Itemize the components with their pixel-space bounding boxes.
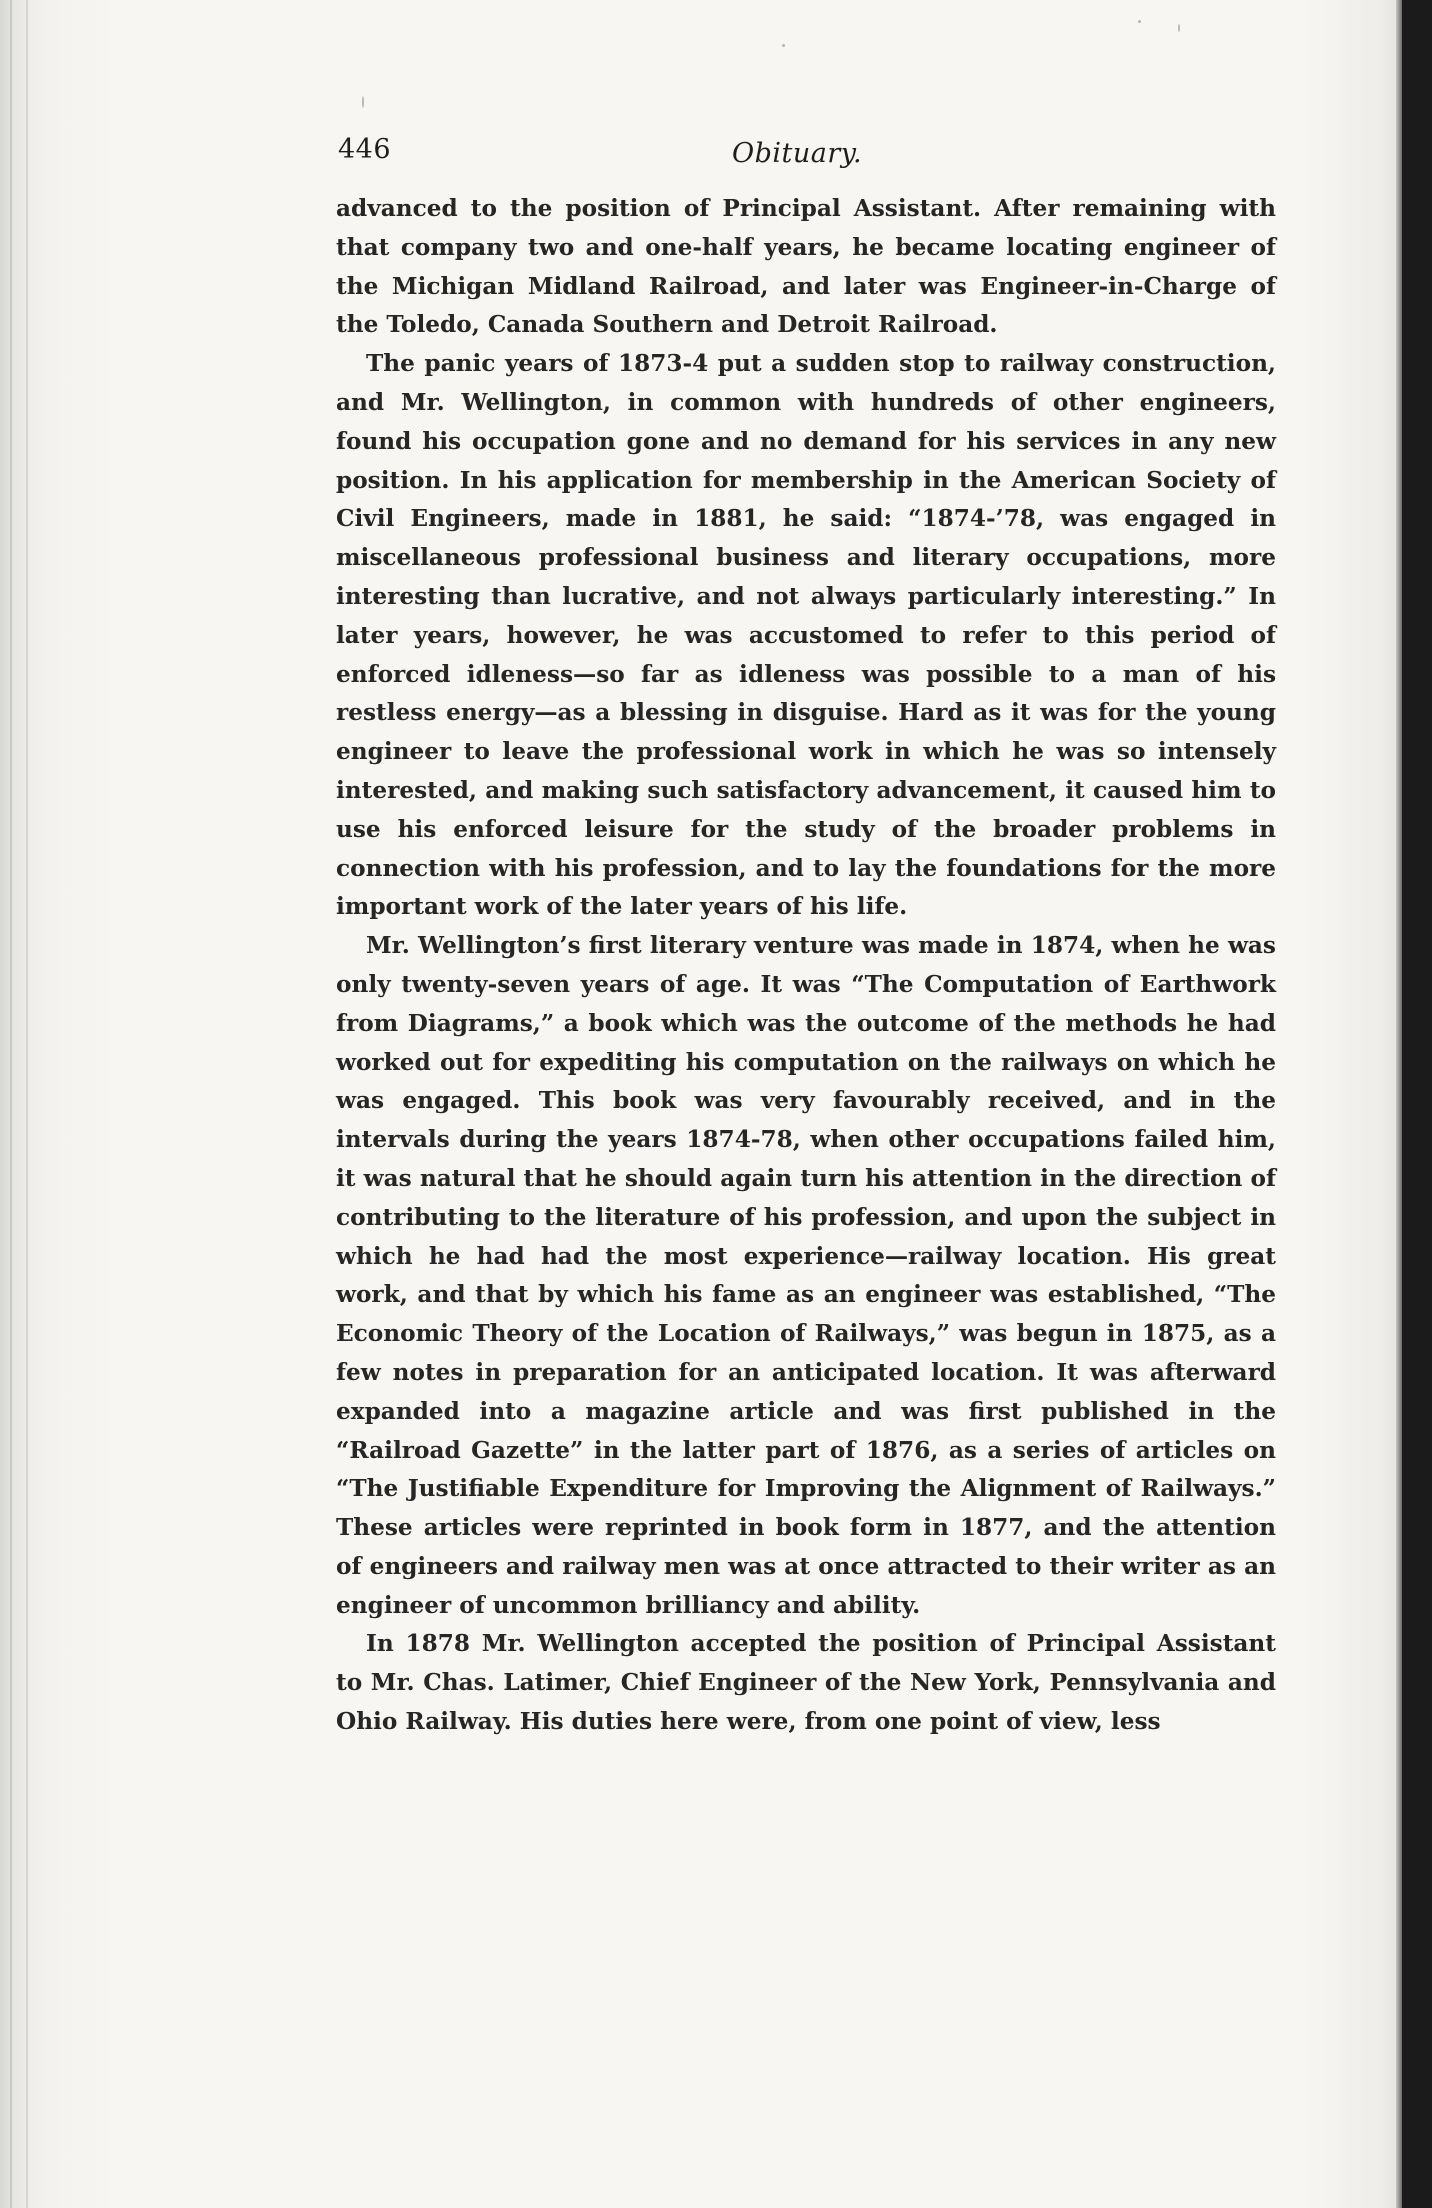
page-number: 446 [338, 134, 392, 165]
paragraph: advanced to the position of Principal Assistant. After remaining with that company two and one-half years, he became locating engineer of the Michigan Midland Railroad, and later was Engineer-in-Charge of the Toledo, Canada Southern and Detroit Railroad. [336, 195, 1276, 339]
scan-speck [1138, 20, 1141, 23]
document-page [336, 130, 1276, 1742]
page-edge-line [26, 0, 28, 2208]
running-title: Obituary. [732, 138, 863, 169]
scan-right-border [1402, 0, 1432, 2208]
page-header [336, 130, 1276, 190]
paragraph: In 1878 Mr. Wellington accepted the position of Principal Assistant to Mr. Chas. Latimer, Chief Engineer of the New York, Pennsylvania and Ohio Railway. His duties here were, from one point of view, less [336, 1630, 1276, 1736]
page-edge-line [10, 0, 12, 2208]
scan-speck [1178, 24, 1180, 32]
body-text [336, 190, 1276, 1742]
paragraph: Mr. Wellington’s first literary venture was made in 1874, when he was only twenty-seven years of age. It was “The Computation of Earthwork from Diagrams,” a book which was the outcome of the methods he had worked out for expediting his computation on the railways on which he was engaged. This book was very favourably received, and in the intervals during the years 1874-78, when other occupations failed him, it was natural that he should again turn his attention in the direction of contributing to the literature of his profession, and upon the subject in which he had had the most experience—railway location. His great work, and that by which his fame as an engineer was established, “The Economic Theory of the Location of Railways,” was begun in 1875, as a few notes in preparation for an anticipated location. It was afterward expanded into a magazine article and was first published in the “Railroad Gazette” in the latter part of 1876, as a series of articles on “The Justifiable Expenditure for Improving the Alignment of Railways.” These articles were reprinted in book form in 1877, and the attention of engineers and railway men was at once attracted to their writer as an engineer of uncommon brilliancy and ability. [336, 932, 1276, 1619]
scan-speck [362, 96, 364, 108]
scan-speck [782, 44, 785, 47]
paragraph: The panic years of 1873-4 put a sudden stop to railway construction, and Mr. Wellington, in common with hundreds of other engineers, found his occupation gone and no demand for his services in any new position. In his application for membership in the American Society of Civil Engineers, made in 1881, he said: “1874-’78, was engaged in miscellaneous professional business and literary occupations, more interesting than lucrative, and not always particularly interesting.” In later years, however, he was accustomed to refer to this period of enforced idleness—so far as idleness was possible to a man of his restless energy—as a blessing in disguise. Hard as it was for the young engineer to leave the professional work in which he was so intensely interested, and making such satisfactory advancement, it caused him to use his enforced leisure for the study of the broader problems in connection with his profession, and to lay the foundations for the more important work of the later years of his life. [336, 350, 1276, 921]
